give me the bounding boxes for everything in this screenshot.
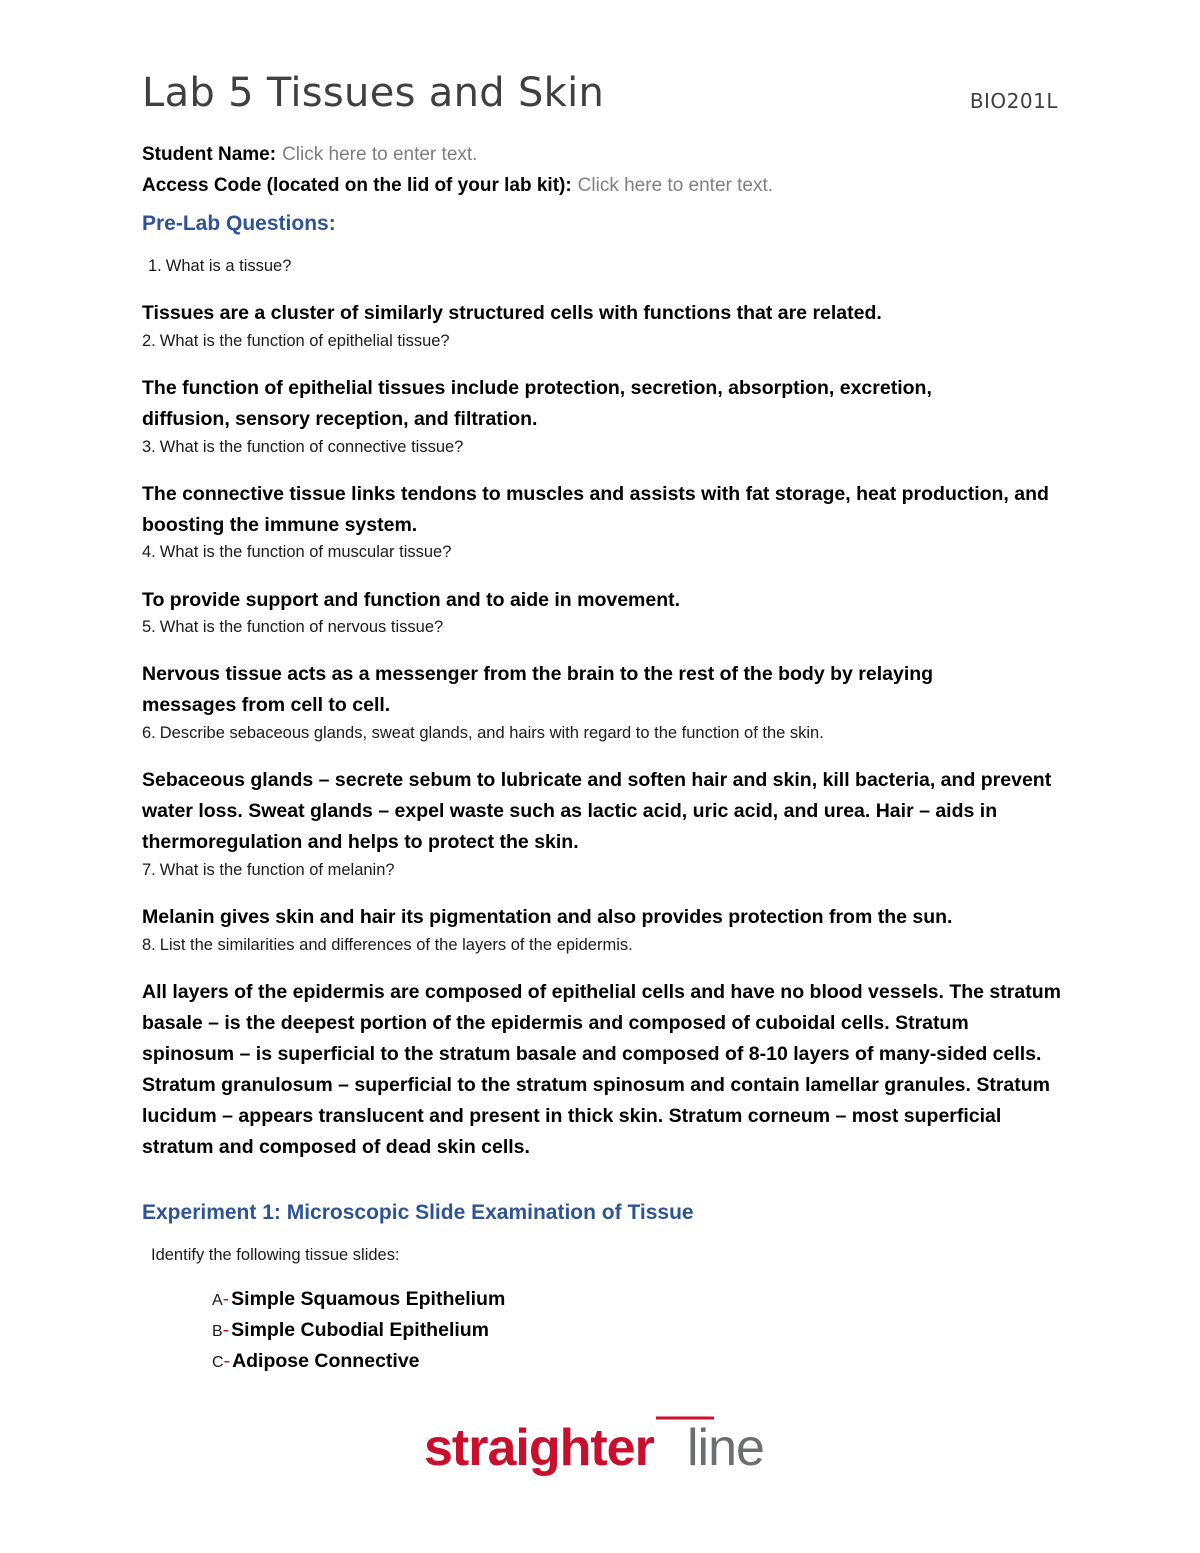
question-text: List the similarities and differences of the layers of the epidermis. [159,936,633,954]
student-name-field[interactable]: Click here to enter text. [282,144,478,165]
question-2 [142,332,450,351]
slide-letter: C [212,1354,224,1371]
question-text: What is the function of muscular tissue? [159,543,452,561]
access-code-label: Access Code (located on the lid of your lab kit): [142,175,572,196]
course-code: BIO201L [969,89,1058,113]
answer-3: The connective tissue links tendons to muscles and assists with fat storage, heat production, and boosting the immune system. [142,483,1049,536]
straighterline-logo [424,1410,784,1480]
slide-letter: A [212,1292,223,1309]
question-text: What is a tissue? [165,257,292,275]
question-6 [142,724,824,743]
question-text: What is the function of epithelial tissue? [159,332,450,350]
question-number: 6. [142,724,156,742]
prelab-heading: Pre-Lab Questions: [142,212,336,235]
access-code-field[interactable]: Click here to enter text. [577,175,774,196]
slide-list [212,1288,505,1381]
experiment-1-intro: Identify the following tissue slides: [151,1246,400,1264]
question-number: 7. [142,861,156,879]
question-number: 2. [142,332,156,350]
answer-1: Tissues are a cluster of similarly structured cells with functions that are related. [142,302,882,324]
document-title: Lab 5 Tissues and Skin [142,70,605,116]
slide-item-b [212,1319,505,1350]
question-text: What is the function of melanin? [159,861,395,879]
experiment-1-heading: Experiment 1: Microscopic Slide Examination of Tissue [142,1201,694,1224]
answer-8: All layers of the epidermis are composed of epithelial cells and have no blood vessels. The stratum basale – is the deepest portion of the epidermis and composed of cuboidal cells. Stratum spinosum – is superficial to the stratum basale and composed of 8-10 layers of many-sided cells. Stratum granulosum – superficial to the stratum spinosum and contain lamellar granules. Stratum lucidum – appears translucent and present in thick skin. Stratum corneum – most superficial stratum and composed of dead skin cells. [142,981,1061,1158]
answer-6: Sebaceous glands – secrete sebum to lubricate and soften hair and skin, kill bacteria, and prevent water loss. Sweat glands – expel waste such as lactic acid, uric acid, and urea. Hair – aids in thermoregulation and helps to protect the skin. [142,769,1052,853]
slide-dash: - [222,1288,230,1310]
slide-answer: Adipose Connective [232,1350,420,1372]
slide-letter: B [212,1323,223,1340]
document-header [142,70,1058,126]
answer-4: To provide support and function and to aide in movement. [142,589,681,611]
logo-text-straighter: straighter [424,1419,654,1477]
question-number: 5. [142,618,156,636]
slide-answer: Simple Squamous Epithelium [231,1288,506,1310]
question-number: 4. [142,543,156,561]
answer-5: Nervous tissue acts as a messenger from the brain to the rest of the body by relaying messages from cell to cell. [142,663,934,716]
question-8 [142,936,633,955]
slide-item-a [212,1288,505,1319]
question-3 [142,438,463,457]
slide-dash: - [222,1319,230,1341]
question-4 [142,543,451,562]
student-name-label: Student Name: [142,144,277,165]
question-5 [142,618,443,637]
logo-text-line: line [687,1419,764,1477]
slide-answer: Simple Cubodial Epithelium [231,1319,490,1341]
answer-2: The function of epithelial tissues include protection, secretion, absorption, excretion, diffusion, sensory reception, and filtration. [142,377,932,430]
slide-dash: - [223,1350,231,1372]
student-name-line [142,144,477,166]
question-number: 1. [148,257,162,275]
question-1 [148,257,291,276]
question-number: 3. [142,438,156,456]
question-text: Describe sebaceous glands, sweat glands, and hairs with regard to the function of the skin. [159,724,824,742]
question-text: What is the function of nervous tissue? [159,618,444,636]
answer-7: Melanin gives skin and hair its pigmentation and also provides protection from the sun. [142,906,953,928]
slide-item-c [212,1350,505,1381]
question-number: 8. [142,936,156,954]
question-7 [142,861,395,880]
access-code-line [142,175,773,197]
question-text: What is the function of connective tissue? [159,438,464,456]
straighterline-logo-graphic [424,1410,784,1480]
